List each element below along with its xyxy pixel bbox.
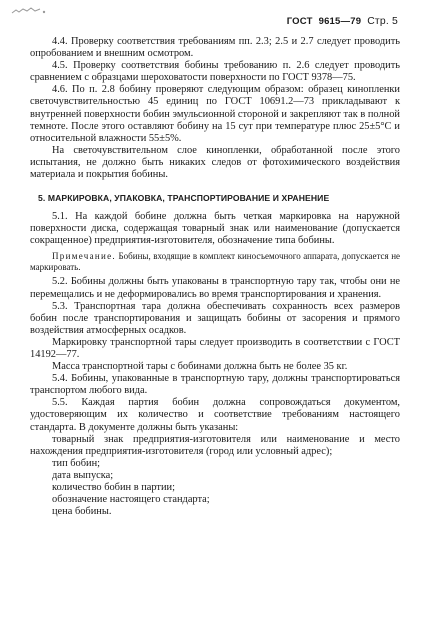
section-5-heading: 5. МАРКИРОВКА, УПАКОВКА, ТРАНСПОРТИРОВАНИЕ И ХРАНЕНИЕ: [38, 193, 330, 204]
note: [30, 251, 400, 273]
paragraph-4-5: 4.5. Проверку соответствия бобины требованию п. 2.6 следует проводить сравнением с образцами шероховатости поверхности по ГОСТ 9378—75.: [30, 60, 400, 84]
note-label: Примечание.: [52, 251, 116, 262]
paragraph-5-5-trademark: товарный знак предприятия-изготовителя или наименование и место нахождения предприятия-изготовителя (город или условный адрес);: [30, 433, 400, 457]
list-item: цена бобины.: [52, 506, 112, 518]
paragraph-5-2: 5.2. Бобины должны быть упакованы в транспортную тару так, чтобы они не перемещались и не деформировались во время транспортирования и хранения.: [30, 276, 400, 300]
corner-stamp-mark: [10, 6, 52, 16]
header-gost: ГОСТ: [286, 16, 313, 27]
list-item: обозначение настоящего стандарта;: [52, 494, 210, 506]
document-body: [30, 36, 400, 518]
paragraph-5-3-marking: Маркировку транспортной тары следует производить в соответствии с ГОСТ 14192—77.: [30, 336, 400, 360]
list-item: дата выпуска;: [52, 469, 114, 481]
list-item: тип бобин;: [52, 457, 101, 469]
paragraph-5-5: 5.5. Каждая партия бобин должна сопровождаться документом, удостоверяющим их количество и соответствие требованиям настоящего стандарта. В документе должны быть указаны:: [30, 397, 400, 433]
page-header: [287, 16, 398, 28]
paragraph-4-6-continuation: На светочувствительном слое кинопленки, обработанной после этого испытания, не должно быть никаких следов от фотохимического воздействия материала и покрытия бобины.: [30, 144, 400, 181]
paragraph-4-4: 4.4. Проверку соответствия требованиям пп. 2.3; 2.5 и 2.7 следует проводить опробованием и внешним осмотром.: [30, 36, 400, 60]
paragraph-4-6: 4.6. По п. 2.8 бобину проверяют следующим образом: образец кинопленки светочувствительностью 45 единиц по ГОСТ 10691.2—73 прикладывают к внутренней поверхности бобин эмульсионной стороной и закрепляют так в полной темноте. После этого оставляют бобину на 15 сут при температуре плюс 25±5°С и относительной влажности 55±5%.: [30, 84, 400, 144]
header-page-number: Стр. 5: [367, 16, 398, 27]
paragraph-5-4: 5.4. Бобины, упакованные в транспортную тару, должны транспортироваться транспортом любого вида.: [30, 373, 400, 397]
list-item: количество бобин в партии;: [52, 482, 175, 493]
document-requirements-list: [30, 458, 400, 518]
paragraph-5-3: 5.3. Транспортная тара должна обеспечивать сохранность всех размеров бобин после транспортирования и защищать бобины от засорения и прямого воздействия атмосферных осадков.: [30, 300, 400, 336]
paragraph-5-3-mass: Масса транспортной тары с бобинами должна быть не более 35 кг.: [52, 361, 348, 373]
paragraph-5-1: 5.1. На каждой бобине должна быть четкая маркировка на наружной поверхности диска, содержащая товарный знак или наименование (допускается сокращенное) предприятия-изготовителя, обозначение типа бобины.: [30, 211, 400, 247]
note-text: Бобины, входящие в комплект киносъемочного аппарата, допускается не маркировать.: [30, 251, 400, 273]
header-standard-number: 9615—79: [318, 16, 362, 27]
